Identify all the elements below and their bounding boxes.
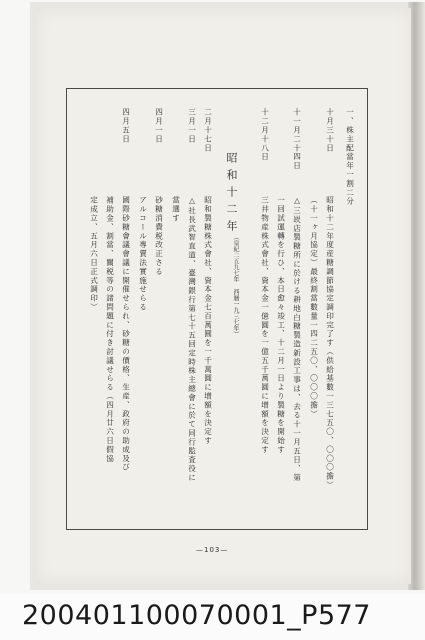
entry-date: 十二月十八日 bbox=[260, 108, 270, 162]
entry-text: 昭和十二年度産糖調節協定調印完了す（供給基數一三七五〇、〇〇〇擔） bbox=[325, 196, 335, 490]
entry-text: 定成立、五月六日正式調印） bbox=[89, 196, 99, 312]
archive-id-caption: 200401100070001_P577 bbox=[22, 600, 371, 631]
entry-text: △社長武智直道、臺灣銀行第七十五回定時株主總會に於て同行監査役に bbox=[187, 196, 197, 483]
page-number: —103— bbox=[196, 546, 229, 554]
entry-text: 砂糖消費税改正さる bbox=[154, 196, 164, 277]
entry-date: 十一月二十四日 bbox=[292, 108, 302, 171]
entry-date: 四月五日 bbox=[121, 108, 131, 144]
entry-date: 四月一日 bbox=[154, 108, 164, 144]
entry-date: 十月三十日 bbox=[325, 108, 335, 153]
entry-text: 當選す bbox=[171, 196, 181, 223]
entry-text: 一回試運轉を行ひ、本日愈々竣工、十二月一日より製糖を開始す bbox=[276, 196, 286, 455]
entry-text: 國際砂糖會議會議に開催せられ、砂糖の價格、生産、政府の助成及び bbox=[121, 196, 131, 472]
entry-text: アルコール專賣法實施せらる bbox=[138, 196, 148, 312]
entry-text: △三崁店製糖所に於ける耕地白糖製造新設工事は、去る十一月五日、第 bbox=[292, 196, 302, 483]
entry-date: 二月十七日 bbox=[203, 108, 213, 153]
entry-text: 昭和製糖株式會社、資本金七百萬圓を一千萬圓に增額を決定す bbox=[203, 196, 213, 446]
entry-text: 補助金、割當、關税等の諸問題に付き討議せらる（四月廿六日假協 bbox=[105, 196, 115, 463]
header-line: 一、株主配當年一割二分 bbox=[345, 108, 355, 206]
entry-text: 三井物産株式會社、資本金一億圓を一億五千萬圓に增額を決定す bbox=[260, 196, 270, 455]
era-title: 昭和十二年 bbox=[225, 152, 238, 237]
era-note: （皇紀二五九七年 西暦一九三七年） bbox=[232, 234, 239, 337]
entry-date: 三月一日 bbox=[187, 108, 197, 144]
entry-text: （十一ヶ月協定）最終割當數量一四二五〇、〇〇〇擔） bbox=[309, 196, 319, 419]
